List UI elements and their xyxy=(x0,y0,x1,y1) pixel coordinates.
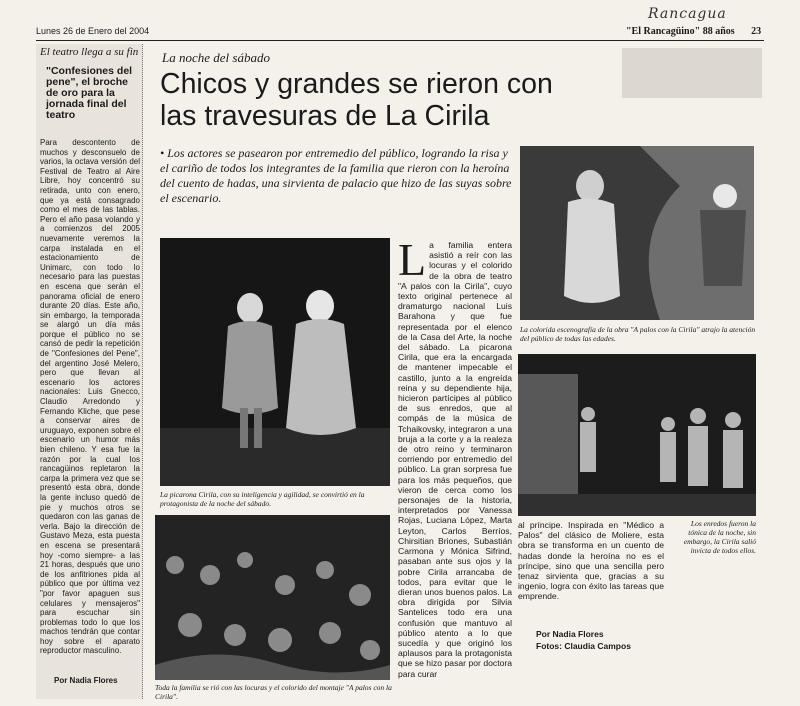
issue-date: Lunes 26 de Enero del 2004 xyxy=(36,26,150,36)
photo-stage-cirila xyxy=(160,238,390,486)
photo3-caption: La colorida escenografía de la obra "A palos con la Cirila" atrajo la atención del público de todas las edades. xyxy=(520,325,756,343)
article-credits xyxy=(536,628,676,652)
paper-years: 88 años xyxy=(702,26,735,37)
paper-name: "El Rancagüino" xyxy=(626,26,701,37)
masthead-info xyxy=(626,26,761,37)
photo2-caption: Toda la familia se rió con las locuras y el colorido del montaje "A palos con la Cirila". xyxy=(155,683,392,701)
photo-credit: Fotos: Claudia Campos xyxy=(536,641,631,651)
header-rule xyxy=(36,40,764,41)
sidebar-body: Para descontento de muchos y desconsuelo de varios, la octava versión del Festival de Teatro al Aire Libre, hoy concentró su retirada, unto con enero, que ya está consagrado como el mes de las tablas. Pero el año pasa volando y a comienzos del 2005 nuevamente veremos la carpa instalada en el estacionamiento de Unimarc, con todo lo necesario para las puestas en escena que serán el panorama oficial de enero durante 20 días. Este año, sin embargo, la temporada se alargó un día más porque el público no se cansó de pedir la repetición de "Confesiones del Pene", del argentino José Melero, pero que llevan al escenario los actores nacionales: Luis Gnecco, Claudio Arredondo y Fernando Kliche, que pese a conservar aires de uruguayo, exponen sobre el escenario un humor más bien chileno. Y esa fue la razón por la cual los rancagüinos repletaron la carpa la primera vez que se presentó esta obra, donde la gente incluso quedó de pie y muchos otros se quedaron con las ganas de verla. Bajo la dirección de Gustavo Meza, esta puesta en escena se presentará hoy -como siempre- a las 21 horas, después que uno de los anfitriones pida al público que por última vez "por favor apaguen sus celulares y mensajeros" para escuchar sin problemas todo lo que los machos tendrán que contar hoy sobre el aparato reproductor masculino. xyxy=(40,138,140,656)
page-number: 23 xyxy=(751,26,762,37)
drop-cap: L xyxy=(398,234,427,285)
sidebar-kicker: El teatro llega a su fin xyxy=(40,46,139,58)
handwritten-note: Rancagua xyxy=(648,6,727,22)
article-byline: Por Nadia Flores xyxy=(536,629,604,639)
photo4-caption: Los enredos fueron la tónica de la noche, sin embargo, la Cirila salió invicta de todos ellos. xyxy=(683,519,756,555)
sidebar-byline: Por Nadia Flores xyxy=(54,676,118,685)
photo-audience xyxy=(155,515,390,680)
article-lead: • Los actores se pasearon por entremedio del público, logrando la risa y el cariño de todos los integrantes de la familia que rieron con la heroína del cuento de hadas, una sirvienta de palacio que hizo de las suyas sobre el escenario. xyxy=(160,146,512,205)
photo-scenery xyxy=(520,146,754,320)
article-kicker: La noche del sábado xyxy=(162,50,270,65)
article-headline: Chicos y grandes se rieron con las travesuras de La Cirila xyxy=(160,68,553,132)
corner-block xyxy=(622,48,762,98)
article-column-1 xyxy=(398,234,512,679)
photo-cast xyxy=(518,354,756,516)
photo1-caption: La picarona Cirila, con su inteligencia y agilidad, se convirtió en la protagonista de la noche del sábado. xyxy=(160,490,365,508)
article-column-2: al príncipe. Inspirada en "Médico a Palos" del clásico de Moliere, esta obra se transforma en un cuento de hadas donde la heroína no es el príncipe, sino que una sencilla pero tenaz sirvienta que, gracias a su ingenio, logra con éxito las tareas que emprende. xyxy=(518,520,664,602)
article-text-1: a familia entera asistió a reír con las locuras y el colorido de la obra de teatro "A palos con la Cirila", cuyo texto original pertenece al dramaturgo nacional Luis Barahona y que fue representada por el elenco de la Casa del Arte, la noche del sábado. La picarona Cirila, que era la encargada de mantener impecable el castillo, junto a la engreída reina y su dependiente hija, hicieron partícipes al público de sus enredos, que al compás de la música de Tchaikovsky, integraron a una bruja a la corte y a la realeza de otro reino y terminaron corriendo por entremedio del público. La gran sorpresa fue para los más pequeños, que vieron de cerca como los personajes de la historia, interpretados por Vanessa Rojas, Luciana López, Marta Leyton, Carlos Berríos, Chirsitian Briones, Subastián Carmona y Mónica Sifrind, pasaban ante sus ojos y la pobre Cirila arrancaba de todos, para evitar que le dieran unos buenos palos. La obra dirigida por Silvia Santelices todo era una confusión que mantuvo al público atento a lo que sucedía y que originó los aplausos para la protagonista que se hizo pasar por doctora para curar xyxy=(398,240,512,679)
sidebar-title: "Confesiones del pene", el broche de oro para la jornada final del teatro xyxy=(46,65,133,121)
